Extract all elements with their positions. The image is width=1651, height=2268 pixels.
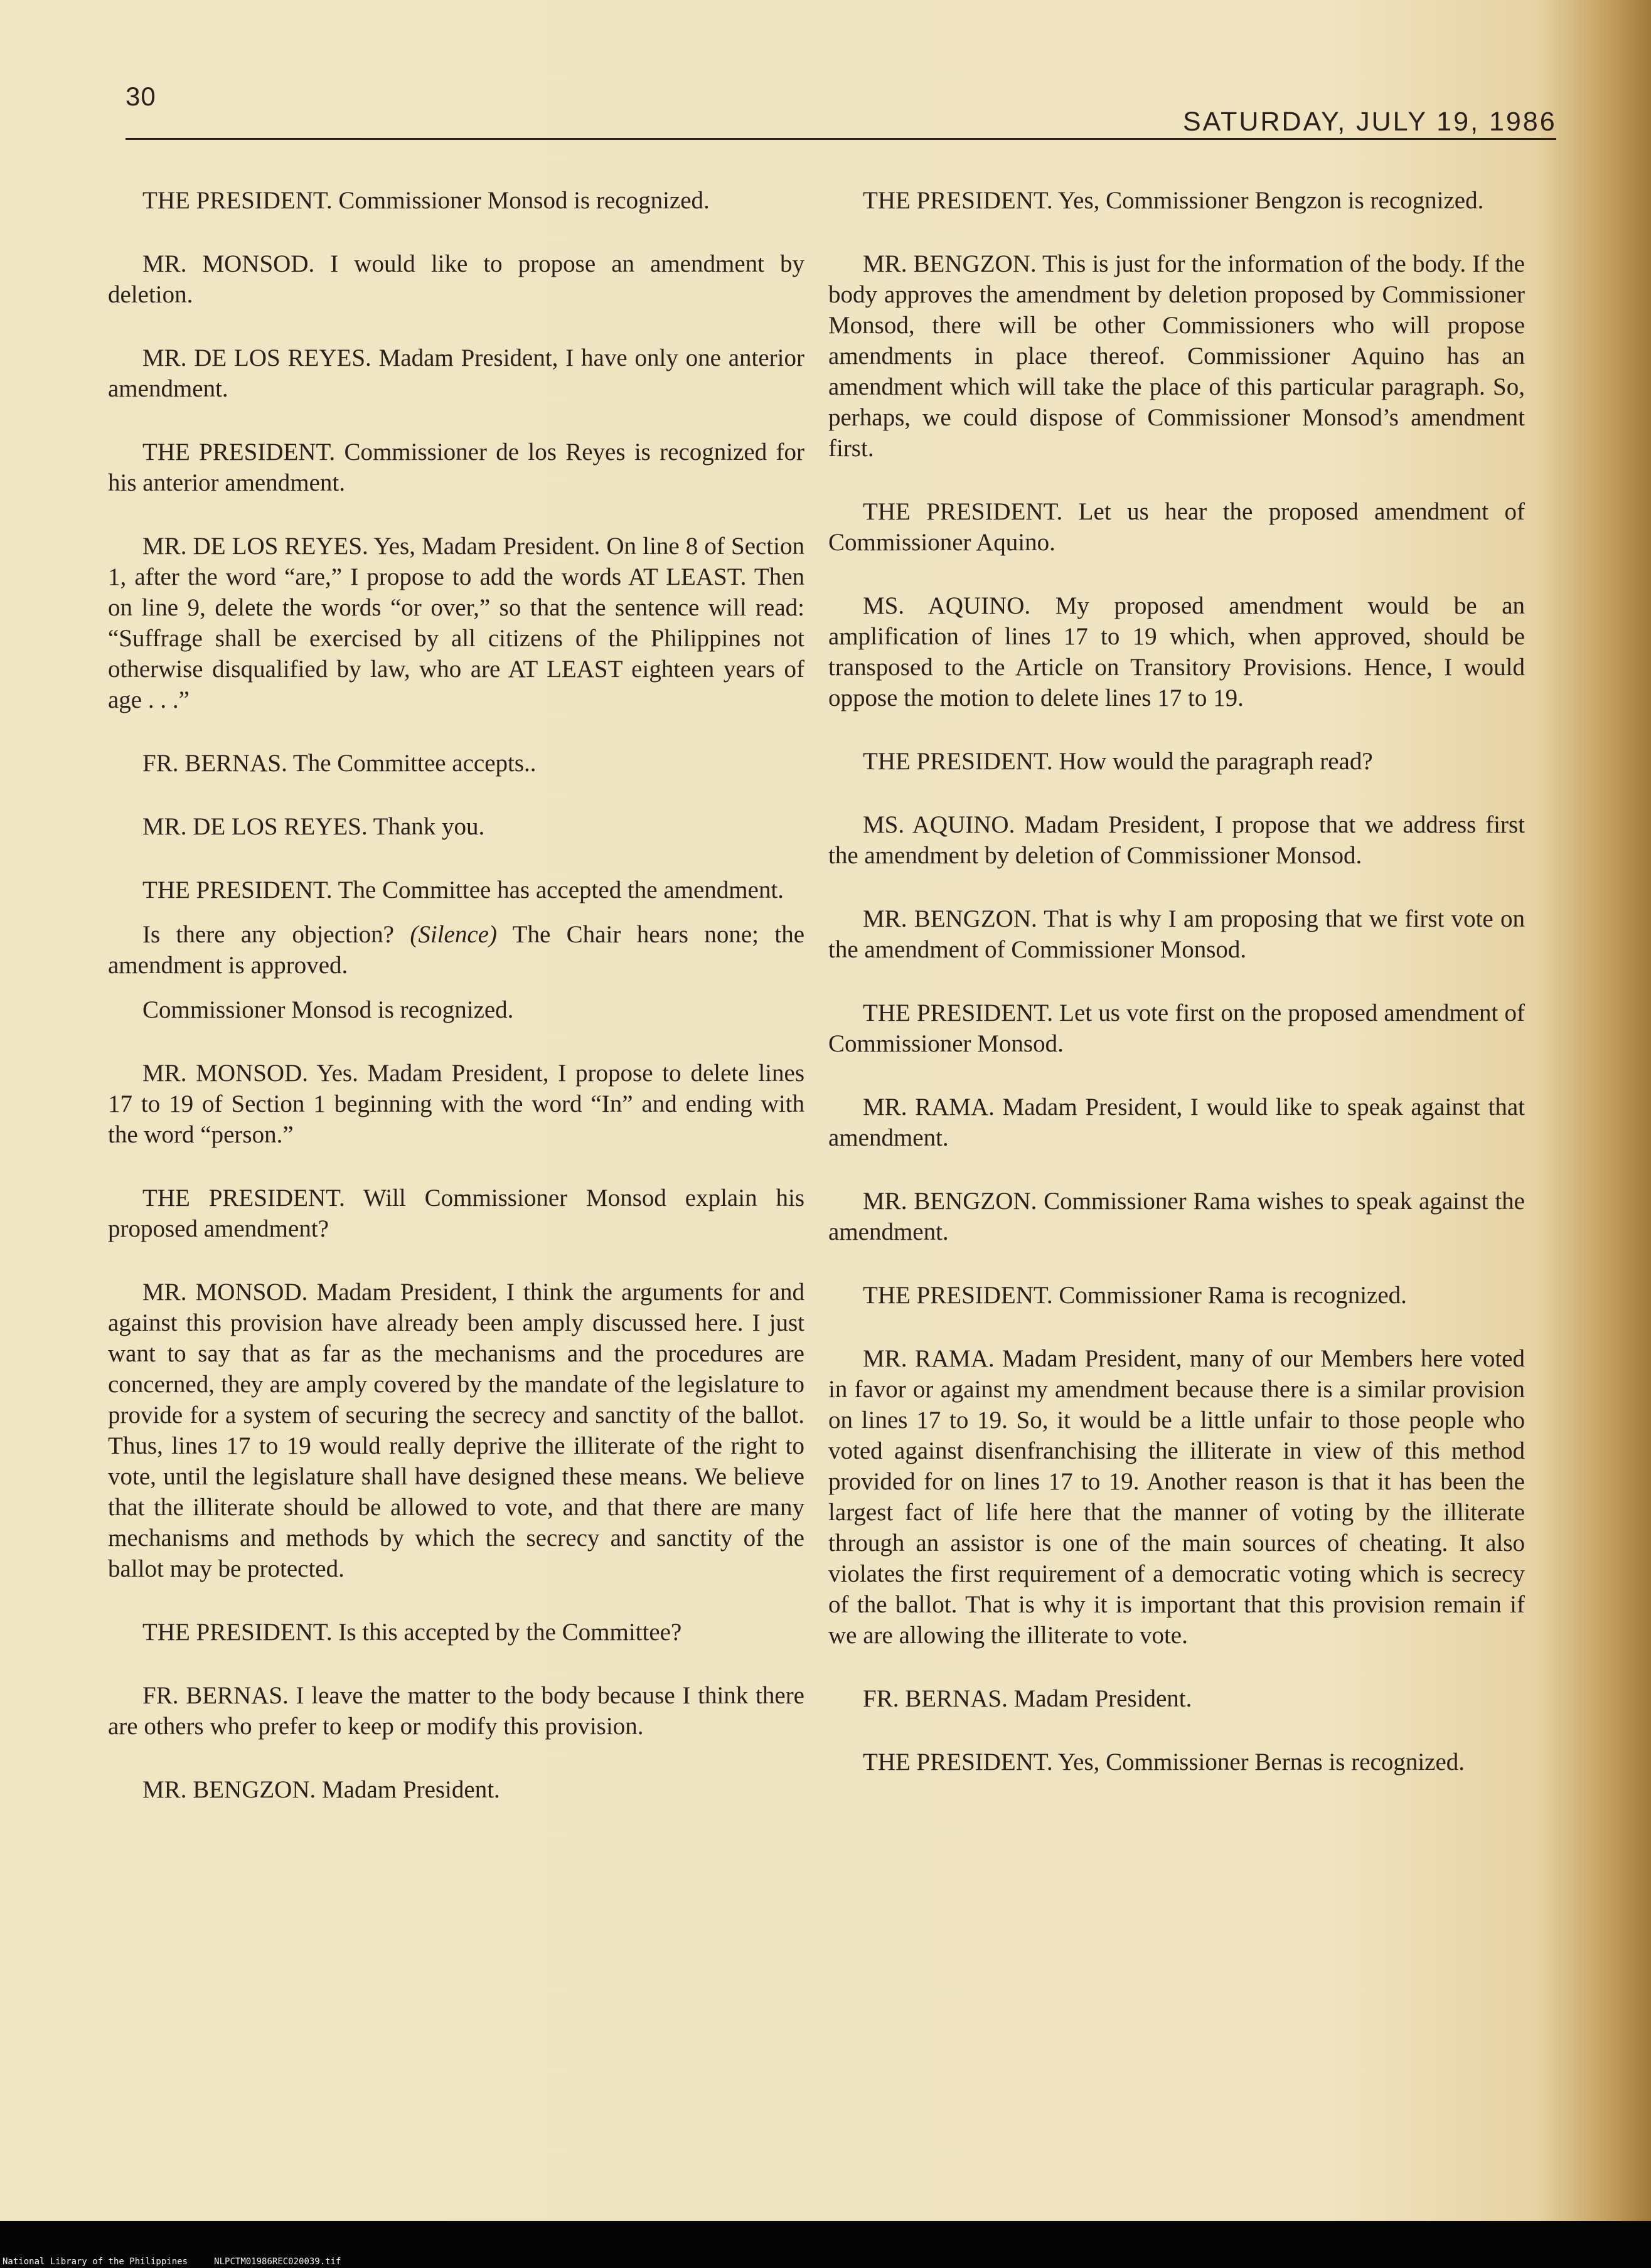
- paragraph: Commissioner Monsod is recognized.: [142, 996, 514, 1023]
- paragraph: THE PRESIDENT. The Committee has accepted the amendment.: [142, 876, 784, 903]
- paragraph: THE PRESIDENT. Yes, Commissioner Bernas is recognized.: [863, 1749, 1465, 1776]
- paragraph: FR. BERNAS. Madam President.: [863, 1685, 1192, 1712]
- paragraph: THE PRESIDENT. Commissioner Monsod is recognized.: [142, 187, 710, 214]
- paragraph: THE PRESIDENT. Let us vote first on the proposed amendment of Commissioner Monsod.: [828, 999, 1525, 1057]
- scan-footer-text: [3, 2257, 341, 2267]
- paragraph: THE PRESIDENT. Yes, Commissioner Bengzon is recognized.: [863, 187, 1484, 214]
- paragraph: MR. RAMA. Madam President, I would like to speak against that amendment.: [828, 1094, 1525, 1151]
- running-head-date: SATURDAY, JULY 19, 1986: [1183, 107, 1557, 137]
- paragraph: THE PRESIDENT. How would the paragraph read?: [863, 748, 1373, 775]
- paragraph-objection: [108, 919, 804, 981]
- paragraph: MR. MONSOD. Madam President, I think the arguments for and against this provision have already been amply discussed here. I just want to say that as far as the mechanisms and the procedures are concerned, they are amply covered by the mandate of the legislature to provide for a system of securing the secrecy and sanctity of the ballot. Thus, lines 17 to 19 would really deprive the illiterate of the right to vote, until the legislature shall have designed these means. We believe that the illiterate should be allowed to vote, and that there are many mechanisms and methods by which the secrecy and sanctity of the ballot may be protected.: [108, 1279, 804, 1582]
- paragraph: MR. DE LOS REYES. Madam President, I have only one anterior amendment.: [108, 344, 804, 402]
- paragraph: MS. AQUINO. My proposed amendment would be an amplification of lines 17 to 19 which, when approved, should be transposed to the Article on Transitory Provisions. Hence, I would oppose the motion to delete lines 17 to 19.: [828, 592, 1525, 711]
- right-column: [828, 185, 1525, 1810]
- paragraph: THE PRESIDENT. Is this accepted by the Committee?: [142, 1619, 682, 1646]
- paragraph: MR. BENGZON. Commissioner Rama wishes to speak against the amendment.: [828, 1188, 1525, 1245]
- paragraph: MS. AQUINO. Madam President, I propose that we address first the amendment by deletion of Commissioner Monsod.: [828, 811, 1525, 869]
- header-rule: [126, 138, 1556, 140]
- paragraph: MR. BENGZON. Madam President.: [142, 1776, 500, 1803]
- paragraph: THE PRESIDENT. Let us hear the proposed amendment of Commissioner Aquino.: [828, 498, 1525, 556]
- objection-question: Is there any objection?: [142, 921, 394, 948]
- paragraph: MR. MONSOD. Yes. Madam President, I propose to delete lines 17 to 19 of Section 1 beginning with the word “In” and ending with the word “person.”: [108, 1060, 804, 1148]
- paragraph: MR. RAMA. Madam President, many of our Members here voted in favor or against my amendment because there is a similar provision on lines 17 to 19. So, it would be a little unfair to those people who voted against disenfranchising the illiterate in view of this method provided for on lines 17 to 19. Another reason is that it has been the largest fact of life here that the manner of voting by the illiterate through an assistor is one of the main sources of cheating. It also violates the first requirement of a democratic voting which is secrecy of the ballot. That is why it is important that this provision remain if we are allowing the illiterate to vote.: [828, 1345, 1525, 1649]
- paragraph: THE PRESIDENT. Commissioner de los Reyes is recognized for his anterior amendment.: [108, 439, 804, 496]
- left-column: [108, 185, 804, 1838]
- paragraph: THE PRESIDENT. Will Commissioner Monsod explain his proposed amendment?: [108, 1185, 804, 1242]
- library-name: National Library of the Philippines: [3, 2257, 188, 2267]
- silence-note: (Silence): [410, 921, 497, 948]
- paragraph: MR. BENGZON. That is why I am proposing that we first vote on the amendment of Commissioner Monsod.: [828, 905, 1525, 963]
- paragraph: MR. BENGZON. This is just for the information of the body. If the body approves the amendment by deletion proposed by Commissioner Monsod, there will be other Commissioners who will propose amendments in place thereof. Commissioner Aquino has an amendment which will take the place of this particular paragraph. So, perhaps, we could dispose of Commissioner Monsod’s amendment first.: [828, 250, 1525, 462]
- paragraph: FR. BERNAS. The Committee accepts..: [142, 750, 537, 777]
- paragraph: FR. BERNAS. I leave the matter to the body because I think there are others who prefer to keep or modify this provision.: [108, 1682, 804, 1740]
- ruling-text: The Chair hears none; the amendment is approved.: [108, 921, 805, 979]
- file-id: NLPCTM01986REC020039.tif: [214, 2257, 341, 2267]
- paragraph: MR. DE LOS REYES. Yes, Madam President. On line 8 of Section 1, after the word “are,” I propose to add the words AT LEAST. Then on line 9, delete the words “or over,” so that the sentence will read: “Suffrage shall be exercised by all citizens of the Philippines not otherwise disqualified by law, who are AT LEAST eighteen years of age . . .”: [108, 533, 804, 713]
- paragraph: MR. DE LOS REYES. Thank you.: [142, 813, 485, 840]
- paragraph: THE PRESIDENT. Commissioner Rama is recognized.: [863, 1282, 1407, 1309]
- page-number: 30: [126, 82, 156, 111]
- paragraph: MR. MONSOD. I would like to propose an amendment by deletion.: [108, 250, 804, 308]
